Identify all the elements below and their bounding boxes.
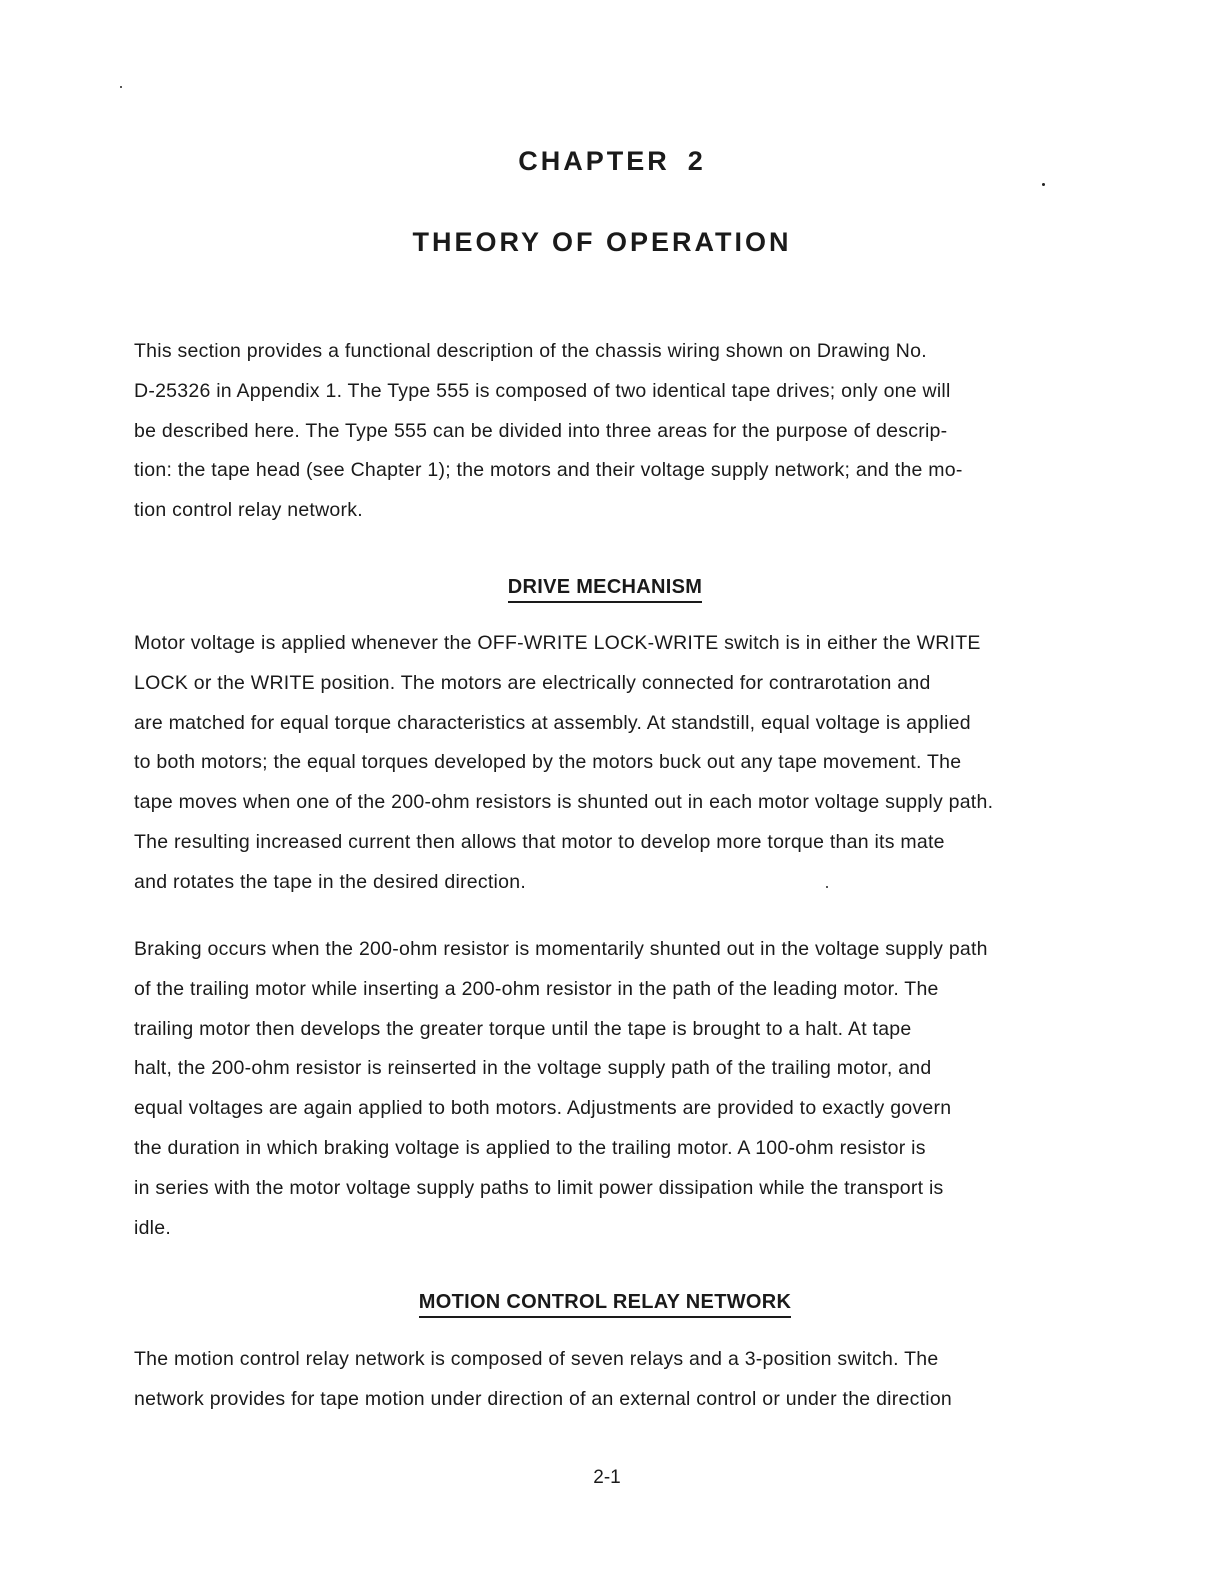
text-line: tion: the tape head (see Chapter 1); the motors and their voltage supply network; and the mo- (134, 459, 963, 482)
text-line: of the trailing motor while inserting a 200-ohm resistor in the path of the leading motor. The (134, 977, 939, 1000)
text-line: halt, the 200-ohm resistor is reinserted in the voltage supply path of the trailing motor, and (134, 1057, 932, 1080)
page-number: 2-1 (593, 1467, 621, 1488)
chapter-number: 2 (687, 146, 706, 176)
chapter-number-heading (0, 146, 1224, 177)
chapter-title: THEORY OF OPERATION (412, 227, 792, 257)
intro-paragraph (134, 332, 1124, 531)
text-line: LOCK or the WRITE position. The motors are electrically connected for contrarotation and (134, 671, 931, 694)
chapter-label: CHAPTER (518, 146, 670, 176)
text-line: equal voltages are again applied to both motors. Adjustments are provided to exactly govern (134, 1097, 952, 1120)
text-line: Motor voltage is applied whenever the OFF-WRITE LOCK-WRITE switch is in either the WRITE (134, 632, 981, 654)
text-line: This section provides a functional description of the chassis wiring shown on Drawing No. (134, 340, 927, 362)
text-line: idle. (134, 1216, 172, 1239)
text-line: Braking occurs when the 200-ohm resistor is momentarily shunted out in the voltage supply path (134, 938, 988, 960)
scan-speck (1042, 183, 1045, 186)
scan-speck (120, 86, 122, 88)
drive-mechanism-paragraph-1 (134, 624, 1124, 903)
text-line: the duration in which braking voltage is applied to the trailing motor. A 100-ohm resistor is (134, 1136, 926, 1159)
text-line: network provides for tape motion under direction of an external control or under the direction (134, 1387, 953, 1410)
text-line: are matched for equal torque characteristics at assembly. At standstill, equal voltage is applied (134, 711, 971, 734)
text-line: be described here. The Type 555 can be divided into three areas for the purpose of descrip- (134, 419, 948, 442)
section-heading-motion-control: MOTION CONTROL RELAY NETWORK (0, 1291, 1210, 1314)
section-heading-drive-mechanism: DRIVE MECHANISM (0, 576, 1210, 599)
text-line: to both motors; the equal torques developed by the motors buck out any tape movement. The (134, 751, 962, 774)
text-line: D-25326 in Appendix 1. The Type 555 is composed of two identical tape drives; only one will (134, 379, 951, 402)
scan-speck (826, 886, 828, 888)
text-line: trailing motor then develops the greater torque until the tape is brought to a halt. At tape (134, 1017, 912, 1040)
text-line: and rotates the tape in the desired direction. (134, 870, 526, 893)
text-line: The resulting increased current then allows that motor to develop more torque than its mate (134, 830, 945, 853)
motion-control-paragraph (134, 1340, 1124, 1420)
text-line: tape moves when one of the 200-ohm resistors is shunted out in each motor voltage supply path. (134, 791, 994, 814)
drive-mechanism-paragraph-2 (134, 930, 1124, 1248)
text-line: The motion control relay network is composed of seven relays and a 3-position switch. The (134, 1348, 939, 1370)
text-line: in series with the motor voltage supply paths to limit power dissipation while the transport is (134, 1176, 944, 1199)
text-line: tion control relay network. (134, 499, 363, 522)
